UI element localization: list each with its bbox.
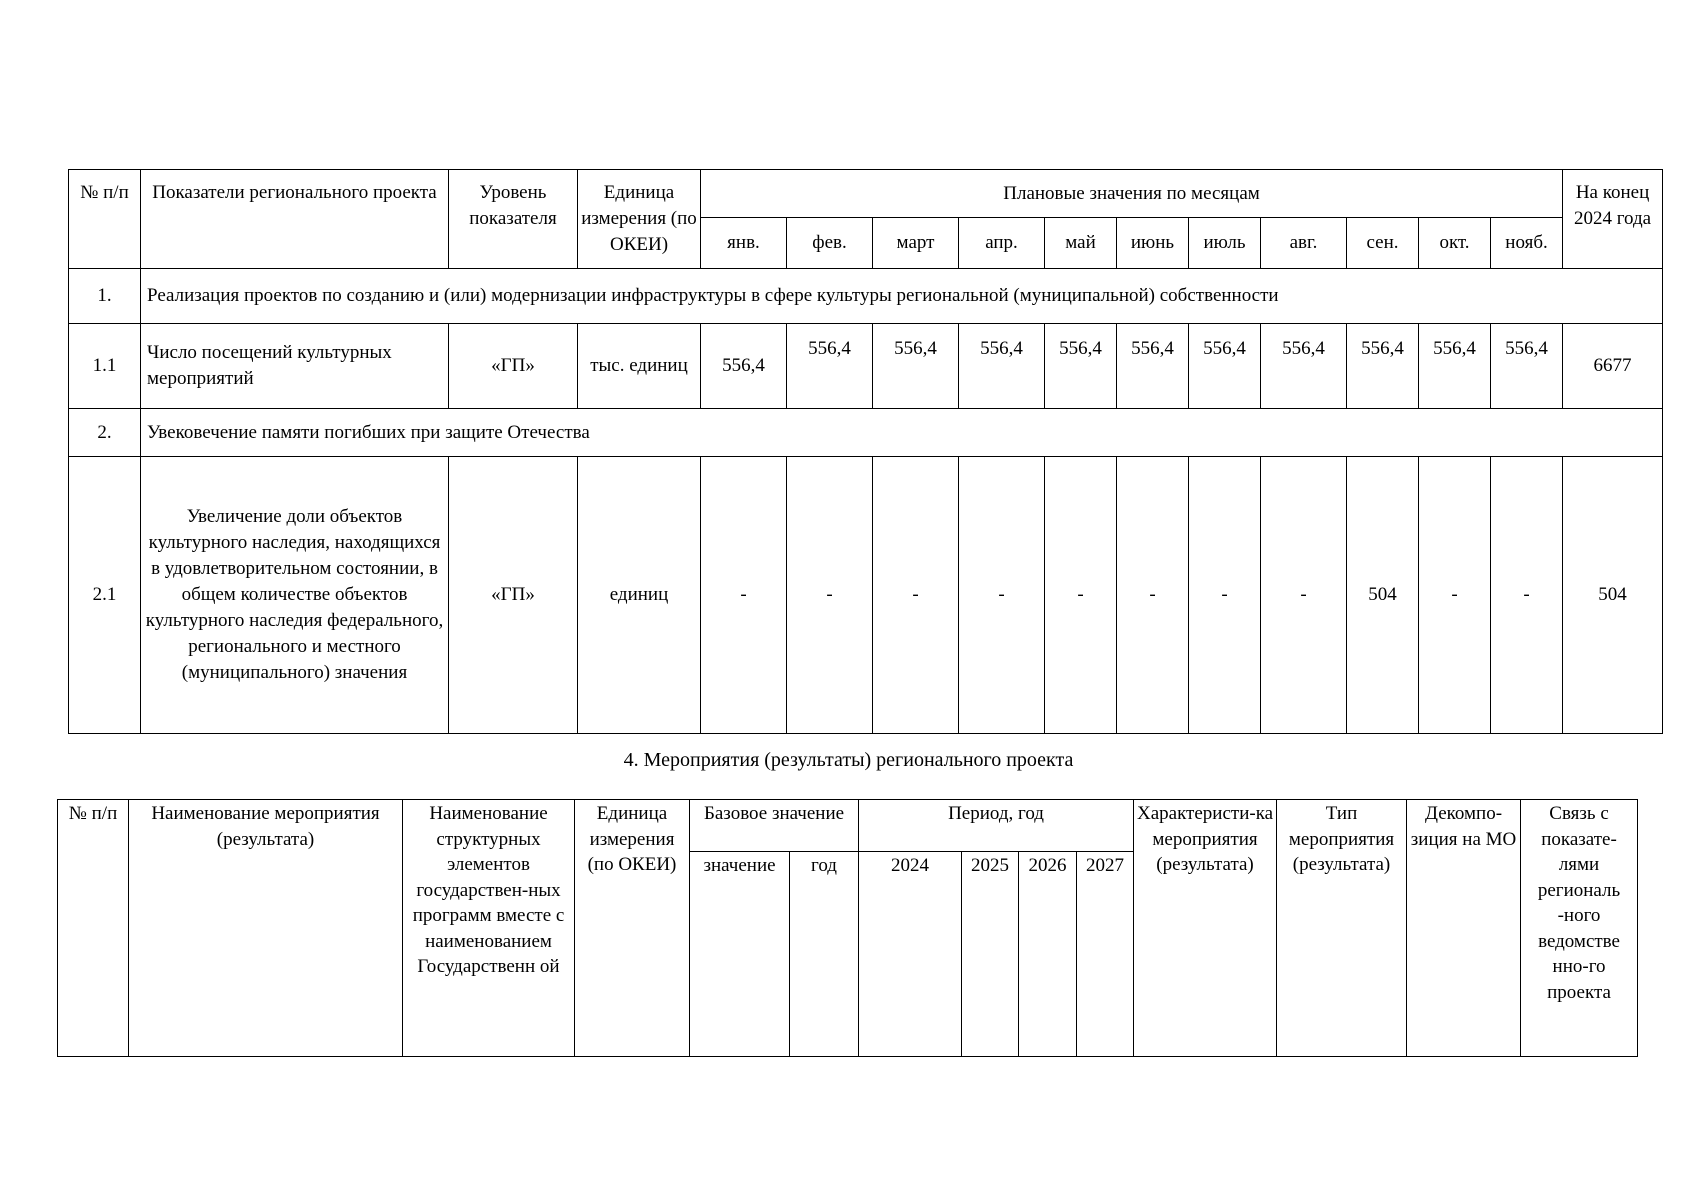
row-value: - [1419, 457, 1491, 734]
row-value: 556,4 [873, 324, 959, 409]
header-base-value-value: значение [690, 852, 790, 1057]
header-year: 2027 [1077, 852, 1134, 1057]
header-month: окт. [1419, 218, 1491, 269]
header-month: янв. [701, 218, 787, 269]
row-level: «ГП» [449, 324, 578, 409]
section-heading: 4. Мероприятия (результаты) регионального проекта [623, 749, 1074, 771]
row-value: 556,4 [701, 324, 787, 409]
section-title: Реализация проектов по созданию и (или) модернизации инфраструктуры в сфере культуры региональной (муниципальной) собственности [141, 269, 1663, 324]
header-year: 2026 [1019, 852, 1077, 1057]
header-activity-name: Наименование мероприятия (результата) [129, 800, 403, 1057]
row-value: - [1045, 457, 1117, 734]
row-value: 556,4 [787, 324, 873, 409]
row-value: - [959, 457, 1045, 734]
header-link-indicators: Связь с показате-лями региональ -ного ведомстве нно-го проекта [1521, 800, 1638, 1057]
header-num: № п/п [58, 800, 129, 1057]
header-month: нояб. [1491, 218, 1563, 269]
activities-table [57, 799, 1638, 1057]
row-value: 556,4 [1419, 324, 1491, 409]
row-value: - [1261, 457, 1347, 734]
section-row [69, 409, 1663, 457]
indicators-table [68, 169, 1663, 734]
row-value: 556,4 [1189, 324, 1261, 409]
header-period: Период, год [859, 800, 1134, 852]
header-decomposition: Декомпо-зиция на МО [1407, 800, 1521, 1057]
row-value: 556,4 [1491, 324, 1563, 409]
header-month: апр. [959, 218, 1045, 269]
header-unit: Единица измерения (по ОКЕИ) [578, 170, 701, 269]
header-planned: Плановые значения по месяцам [701, 170, 1563, 218]
header-base-value: Базовое значение [690, 800, 859, 852]
row-indicator: Число посещений культурных мероприятий [141, 324, 449, 409]
row-num: 2.1 [69, 457, 141, 734]
row-indicator: Увеличение доли объектов культурного наследия, находящихся в удовлетворительном состоянии, в общем количестве объектов культурного наследия федерального, регионального и местного (муниципального) значения [141, 457, 449, 734]
header-year: 2024 [859, 852, 962, 1057]
header-level: Уровень показателя [449, 170, 578, 269]
row-value: 556,4 [1117, 324, 1189, 409]
header-month: авг. [1261, 218, 1347, 269]
row-value: 504 [1347, 457, 1419, 734]
header-month: май [1045, 218, 1117, 269]
header-indicator: Показатели регионального проекта [141, 170, 449, 269]
header-base-value-year: год [790, 852, 859, 1057]
row-value: 556,4 [959, 324, 1045, 409]
header-month: июль [1189, 218, 1261, 269]
row-value: - [701, 457, 787, 734]
table-row [69, 324, 1663, 409]
header-month: июнь [1117, 218, 1189, 269]
header-month: фев. [787, 218, 873, 269]
row-value: - [1189, 457, 1261, 734]
row-value: - [1117, 457, 1189, 734]
row-end-value: 6677 [1563, 324, 1663, 409]
row-value: - [873, 457, 959, 734]
header-num: № п/п [69, 170, 141, 269]
row-end-value: 504 [1563, 457, 1663, 734]
header-month: март [873, 218, 959, 269]
section-title: Увековечение памяти погибших при защите Отечества [141, 409, 1663, 457]
table-row [69, 457, 1663, 734]
row-value: 556,4 [1347, 324, 1419, 409]
header-year: 2025 [962, 852, 1019, 1057]
section-num: 2. [69, 409, 141, 457]
header-end-of-year: На конец 2024 года [1563, 170, 1663, 269]
row-value: - [787, 457, 873, 734]
header-unit: Единица измерения (по ОКЕИ) [575, 800, 690, 1057]
row-num: 1.1 [69, 324, 141, 409]
row-value: 556,4 [1045, 324, 1117, 409]
row-unit: единиц [578, 457, 701, 734]
row-level: «ГП» [449, 457, 578, 734]
section-num: 1. [69, 269, 141, 324]
header-activity-type: Тип мероприятия (результата) [1277, 800, 1407, 1057]
header-structural-elements: Наименование структурных элементов государствен-ных программ вместе с наименованием Государственн ой [403, 800, 575, 1057]
row-value: 556,4 [1261, 324, 1347, 409]
row-value: - [1491, 457, 1563, 734]
header-month: сен. [1347, 218, 1419, 269]
row-unit: тыс. единиц [578, 324, 701, 409]
header-characteristic: Характеристи-ка мероприятия (результата) [1134, 800, 1277, 1057]
section-row [69, 269, 1663, 324]
